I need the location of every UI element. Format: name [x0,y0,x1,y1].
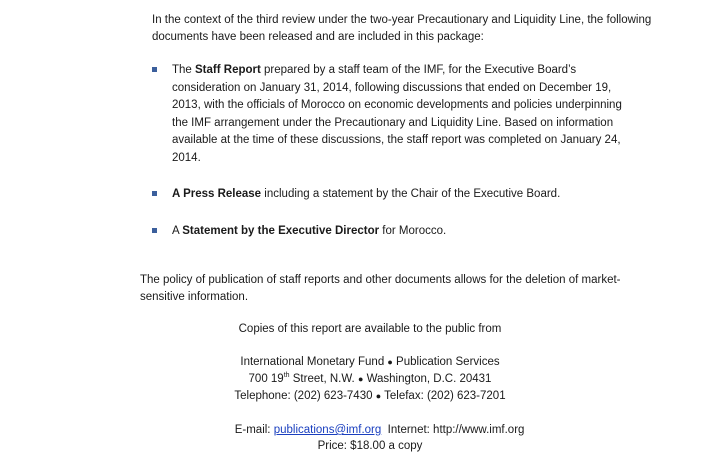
price-notice [150,438,590,455]
list-item-title: Staff Report [195,64,261,76]
intro-paragraph [152,12,652,46]
org-department: Publication Services [392,356,500,368]
city-zip: Washington, D.C. 20431 [363,373,492,385]
internet-address: Internet: http://www.imf.org [381,424,525,436]
policy-paragraph [140,272,640,306]
bullet-dot-icon: ● [357,374,364,384]
address-line-street [150,371,590,388]
telefax: Telefax: (202) 623-7201 [381,390,506,402]
list-item-statement [152,223,622,241]
org-name: International Monetary Fund [240,356,385,368]
list-item-title: Statement by the Executive Director [182,224,380,237]
copies-notice [150,321,590,338]
document-list [152,62,622,240]
email-label: E-mail: [234,424,274,436]
street-name: Street, N.W. [289,373,355,385]
list-item-text: prepared by a staff team of the IMF, for the Executive Board’s consideration on January 31, 2014, following discussions that ended on December 19, 2013, with the officials of Morocco on economic developments and policies underpinning the IMF arrangement under the Precautionary and Liquidity Line. Based on information available at the time of these discussions, the staff report was completed on January 24, 2014. [172,64,622,164]
intro-text: In the context of the third review under the two-year Precautionary and Liquidity Line, the following documents have been released and are included in this package: [152,14,652,43]
copies-text: Copies of this report are available to the public from [238,323,502,335]
telephone: Telephone: (202) 623-7430 [234,390,373,402]
list-item-title: A Press Release [172,188,262,200]
street-ordinal: th [283,372,290,380]
email-link[interactable]: publications@imf.org [273,424,382,436]
address-line-phone [150,388,590,405]
price-text: Price: $18.00 a copy [317,440,423,452]
bullet-dot-icon: ● [375,391,382,401]
list-item-prefix: A [172,224,183,237]
address-line-org [150,354,590,371]
list-item-text: for Morocco. [379,224,447,237]
bullet-square-icon [152,191,157,196]
bullet-dot-icon: ● [387,357,393,367]
list-item-staff-report [152,62,622,167]
policy-text: The policy of publication of staff reports and other documents allows for the deletion of market-sensitive information. [140,274,621,303]
list-item-press-release [152,186,622,204]
bullet-square-icon [152,228,157,233]
bullet-square-icon [152,67,157,72]
list-item-prefix: The [172,64,196,76]
list-item-text: including a statement by the Chair of the Executive Board. [261,188,561,200]
street-number: 700 19 [248,373,284,385]
